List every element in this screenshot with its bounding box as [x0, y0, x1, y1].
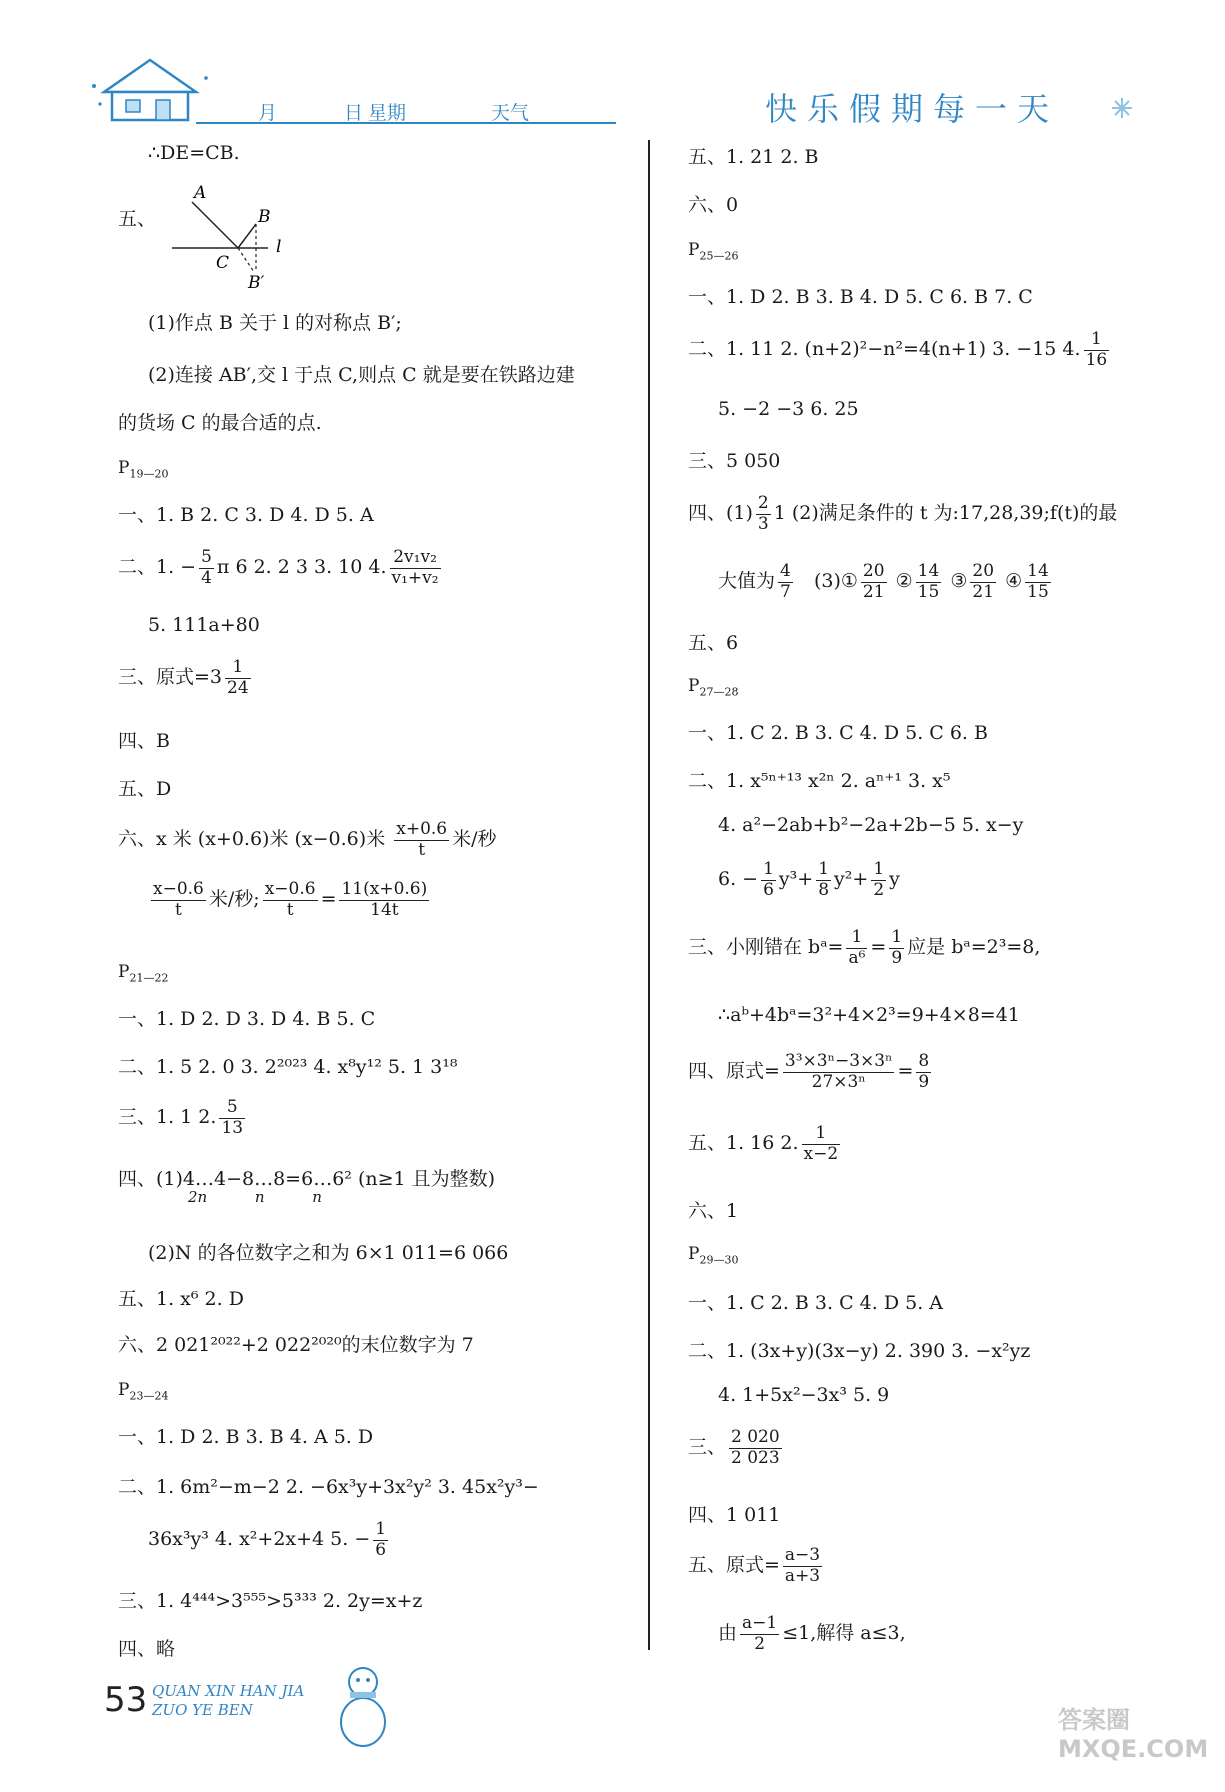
- page-reference: [688, 676, 738, 698]
- numerator: 14: [917, 561, 940, 581]
- snowman-icon: [328, 1660, 398, 1750]
- answer-line: [148, 880, 432, 920]
- text-line: (2)连接 AB′,交 l 于点 C,则点 C 就是要在铁路边建: [148, 364, 575, 386]
- page-reference: [118, 962, 168, 984]
- denominator: v₁+v₂: [391, 567, 439, 588]
- date-weather-fields: [196, 94, 616, 124]
- page-reference: [688, 1244, 738, 1266]
- text-line: ∴DE=CB.: [148, 142, 240, 164]
- page-ref-range: 23—24: [129, 1389, 169, 1403]
- denominator: 3: [757, 513, 769, 534]
- answer-line: 五、1. x⁶ 2. D: [118, 1288, 244, 1310]
- answer-line: 一、1. D 2. B 3. B 4. A 5. D: [118, 1426, 374, 1448]
- answer-line: (2)N 的各位数字之和为 6×1 011=6 066: [148, 1242, 509, 1264]
- answer-line: [688, 1428, 785, 1468]
- denominator: 21: [972, 581, 995, 602]
- denominator: 27×3ⁿ: [811, 1071, 866, 1092]
- unit-text: 米/秒;: [208, 888, 260, 911]
- fraction: [783, 1546, 822, 1586]
- answer-line: [118, 658, 254, 698]
- denominator: 6: [375, 1539, 387, 1560]
- fraction: [740, 1614, 779, 1654]
- answer-line: [718, 860, 900, 900]
- answer-line: [718, 1614, 906, 1654]
- answer-line: [688, 1052, 934, 1092]
- text-line: (1)作点 B 关于 l 的对称点 B′;: [148, 312, 402, 334]
- numerator: 2: [757, 493, 769, 513]
- answer-text: 二、1. −: [118, 556, 197, 579]
- denominator: 2: [754, 1633, 766, 1654]
- answer-line: 5. −2 −3 6. 25: [718, 398, 859, 420]
- series-name: [152, 1682, 304, 1720]
- answer-line: 六、2 021²⁰²²+2 022²⁰²⁰的末位数字为 7: [118, 1334, 474, 1356]
- numerator: 1: [846, 928, 867, 949]
- page-ref-p: P: [688, 1244, 700, 1264]
- answer-line: [688, 1546, 825, 1586]
- fraction: [729, 1428, 782, 1468]
- numerator: 1: [763, 859, 774, 879]
- fraction: [339, 880, 429, 920]
- numerator: 14: [1027, 561, 1049, 581]
- numerator: x−0.6: [153, 879, 204, 899]
- answer-line: 六、1: [688, 1200, 739, 1222]
- equals-sign: =: [320, 888, 337, 911]
- answer-line: 一、1. B 2. C 3. D 4. D 5. A: [118, 504, 374, 526]
- answer-text: 六、x 米 (x+0.6)米 (x−0.6)米: [118, 828, 386, 851]
- fraction: [816, 860, 831, 900]
- denominator: 16: [1085, 349, 1108, 370]
- denominator: 6: [763, 879, 774, 900]
- weather-label: 天气: [491, 102, 530, 124]
- unit-text: 米/秒: [452, 828, 497, 851]
- numerator: 1: [873, 859, 885, 879]
- page-number: 53: [104, 1680, 148, 1720]
- answer-text: 大值为: [718, 570, 776, 593]
- numerator: 1: [818, 859, 830, 879]
- denominator: t: [286, 899, 294, 920]
- page-reference: [118, 458, 168, 480]
- marker: ④: [1005, 570, 1023, 593]
- marker: ③: [950, 570, 968, 593]
- answer-line: 4. a²−2ab+b²−2a+2b−5 5. x−y: [718, 814, 1024, 836]
- fraction: [761, 860, 776, 900]
- answer-line: [688, 928, 1040, 968]
- answer-text: y³+: [778, 868, 814, 891]
- denominator: a⁶: [848, 947, 866, 968]
- page-ref-range: 19—20: [129, 467, 169, 481]
- answer-line: 二、1. 6m²−m−2 2. −6x³y+3x²y² 3. 45x²y³−: [118, 1476, 539, 1498]
- numerator: 1: [225, 658, 251, 679]
- answer-line: [688, 330, 1112, 370]
- fraction: [861, 562, 887, 602]
- fraction: [1084, 330, 1110, 370]
- fraction: [263, 880, 318, 920]
- numerator: 8: [918, 1051, 930, 1071]
- page-ref-range: 29—30: [699, 1253, 739, 1267]
- denominator: 2 023: [731, 1447, 780, 1468]
- fraction: [778, 562, 793, 602]
- text-line: 的货场 C 的最合适的点.: [118, 412, 322, 434]
- answer-line: 一、1. C 2. B 3. C 4. D 5. A: [688, 1292, 943, 1314]
- diagram-label-A: A: [194, 184, 207, 203]
- numerator: a−3: [784, 1545, 821, 1565]
- answer-line: 二、1. 5 2. 0 3. 2²⁰²³ 4. x⁸y¹² 5. 1 3¹⁸: [118, 1056, 458, 1078]
- section-label: 五、: [118, 208, 157, 230]
- answer-line: [118, 820, 497, 860]
- denominator: 14t: [370, 899, 399, 920]
- denominator: 15: [1027, 581, 1049, 602]
- denominator: 8: [818, 879, 830, 900]
- denominator: a+3: [784, 1565, 821, 1586]
- page-ref-p: P: [118, 458, 130, 478]
- answer-text: 四、(1): [688, 502, 753, 525]
- answer-line: 三、5 050: [688, 450, 781, 472]
- answer-text: 1 (2)满足条件的 t 为:17,28,39;f(t)的最: [773, 502, 1118, 525]
- series-line: ZUO YE BEN: [152, 1700, 253, 1719]
- numerator: 1: [891, 927, 903, 947]
- denominator: x−2: [803, 1143, 839, 1164]
- numerator: 1: [375, 1519, 387, 1539]
- month-label: 月: [258, 102, 278, 124]
- numerator: 11(x+0.6): [341, 879, 428, 899]
- answer-line: 四、略: [118, 1638, 176, 1660]
- numerator: 1: [1084, 330, 1110, 351]
- series-line: QUAN XIN HAN JIA: [152, 1682, 305, 1700]
- answer-line: ∴aᵇ+4bᵃ=3²+4×2³=9+4×8=41: [718, 1004, 1020, 1026]
- answer-line: 五、6: [688, 632, 739, 654]
- answer-text: 五、原式=: [688, 1554, 780, 1577]
- answer-line: 五、D: [118, 778, 172, 800]
- answer-text: 6. −: [718, 868, 759, 891]
- week-label: 星期: [368, 102, 407, 124]
- fraction: [871, 860, 886, 900]
- numerator: 2 020: [731, 1427, 780, 1447]
- numerator: 1: [802, 1124, 841, 1145]
- page-reference: [688, 240, 738, 262]
- answer-line: 4. 1+5x²−3x³ 5. 9: [718, 1384, 890, 1406]
- diagram-label-B: B: [258, 207, 271, 227]
- snowflake-icon: [1110, 96, 1134, 120]
- answer-text: ≤1,解得 a≤3,: [782, 1622, 906, 1645]
- denominator: 24: [227, 677, 249, 698]
- page-reference: [118, 1380, 168, 1402]
- answer-text: 五、1. 16 2.: [688, 1132, 799, 1155]
- reflection-diagram: [172, 184, 322, 294]
- answer-text: 36x³y³ 4. x²+2x+4 5. −: [148, 1528, 371, 1551]
- answer-text: y: [889, 868, 900, 891]
- denominator: t: [418, 839, 426, 860]
- fraction: [1025, 562, 1051, 602]
- denominator: 15: [917, 581, 940, 602]
- denominator: 9: [891, 947, 903, 968]
- fraction: [151, 880, 206, 920]
- fraction: [225, 658, 251, 698]
- answer-text: 四、原式=: [688, 1060, 780, 1083]
- denominator: 2: [873, 879, 885, 900]
- answer-line: [118, 1098, 248, 1138]
- answer-text: π 6 2. 2 3 3. 10 4.: [216, 556, 387, 579]
- fraction: [846, 928, 867, 968]
- fraction: [394, 820, 449, 860]
- diagram-label-Bprime: B′: [248, 273, 265, 293]
- page-ref-range: 21—22: [129, 971, 169, 985]
- answer-line: 一、1. D 2. D 3. D 4. B 5. C: [118, 1008, 376, 1030]
- marker: ②: [895, 570, 913, 593]
- numerator: 20: [972, 561, 995, 581]
- fraction: [802, 1124, 841, 1164]
- numerator: x−0.6: [264, 879, 316, 899]
- answer-line: [118, 548, 444, 588]
- numerator: 5: [219, 1098, 245, 1119]
- numerator: 2v₁v₂: [390, 548, 441, 569]
- answer-text: 三、小刚错在 bᵃ=: [688, 936, 844, 959]
- fraction: [889, 928, 904, 968]
- fraction: [756, 494, 771, 534]
- numerator: x+0.6: [396, 819, 448, 839]
- denominator: 13: [221, 1117, 244, 1138]
- day-label: 日: [344, 102, 364, 124]
- page-header: [0, 0, 1225, 140]
- page-ref-p: P: [688, 240, 700, 260]
- underbrace-labels: 2n n n: [188, 1188, 322, 1206]
- answer-line: 四、1 011: [688, 1504, 781, 1526]
- answer-line: 一、1. C 2. B 3. C 4. D 5. C 6. B: [688, 722, 988, 744]
- page-ref-range: 27—28: [699, 685, 739, 699]
- answer-text: 二、1. 11 2. (n+2)²−n²=4(n+1) 3. −15 4.: [688, 338, 1081, 361]
- answer-line: [688, 494, 1117, 534]
- numerator: 5: [201, 547, 212, 567]
- denominator: t: [175, 899, 182, 920]
- answer-text: 三、原式=3: [118, 666, 223, 689]
- answer-text: 应是 bᵃ=2³=8,: [907, 936, 1041, 959]
- answer-line: 五、1. 21 2. B: [688, 146, 819, 168]
- answer-line: [688, 1124, 843, 1164]
- fraction: [390, 548, 441, 588]
- page-ref-p: P: [688, 676, 700, 696]
- column-divider: [648, 140, 650, 1650]
- denominator: 4: [201, 567, 212, 588]
- answer-text: 三、: [688, 1436, 727, 1459]
- answer-line: 六、0: [688, 194, 739, 216]
- fraction: [219, 1098, 245, 1138]
- fraction: [970, 562, 996, 602]
- answer-text: (3)①: [795, 570, 858, 593]
- numerator: 4: [780, 561, 791, 581]
- equals-sign: =: [897, 1060, 914, 1083]
- answer-line: 四、(1)4…4−8…8=6…6² (n≥1 且为整数): [118, 1168, 496, 1190]
- answer-line: [718, 562, 1054, 602]
- answer-line: 二、1. (3x+y)(3x−y) 2. 390 3. −x²yz: [688, 1340, 1031, 1362]
- answer-line: [148, 1520, 391, 1560]
- diagram-label-C: C: [216, 253, 230, 273]
- answer-text: 三、1. 1 2.: [118, 1106, 217, 1129]
- fraction: [916, 1052, 931, 1092]
- fraction: [373, 1520, 388, 1560]
- numerator: 3³×3ⁿ−3×3ⁿ: [784, 1051, 893, 1071]
- answer-line: 四、B: [118, 730, 170, 752]
- watermark: 答案圈 MXQE.COM: [1058, 1706, 1209, 1763]
- answer-line: 三、1. 4⁴⁴⁴>3⁵⁵⁵>5³³³ 2. 2y=x+z: [118, 1590, 423, 1612]
- page-ref-range: 25—26: [699, 249, 739, 263]
- header-title: 快乐假期每一天: [765, 90, 1060, 128]
- page-ref-p: P: [118, 1380, 130, 1400]
- denominator: 21: [862, 581, 885, 602]
- denominator: 9: [918, 1071, 930, 1092]
- fraction: [916, 562, 942, 602]
- numerator: a−1: [742, 1613, 778, 1633]
- answer-line: 5. 111a+80: [148, 614, 260, 636]
- answer-line: 二、1. x⁵ⁿ⁺¹³ x²ⁿ 2. aⁿ⁺¹ 3. x⁵: [688, 770, 951, 792]
- answer-line: 一、1. D 2. B 3. B 4. D 5. C 6. B 7. C: [688, 286, 1033, 308]
- answer-text: 由: [718, 1622, 738, 1645]
- equals-sign: =: [870, 936, 887, 959]
- diagram-label-l: l: [276, 237, 282, 257]
- page-ref-p: P: [118, 962, 130, 982]
- answer-text: y²+: [834, 868, 869, 891]
- fraction: [783, 1052, 895, 1092]
- fraction: [199, 548, 214, 588]
- numerator: 20: [862, 561, 885, 581]
- denominator: 7: [780, 581, 791, 602]
